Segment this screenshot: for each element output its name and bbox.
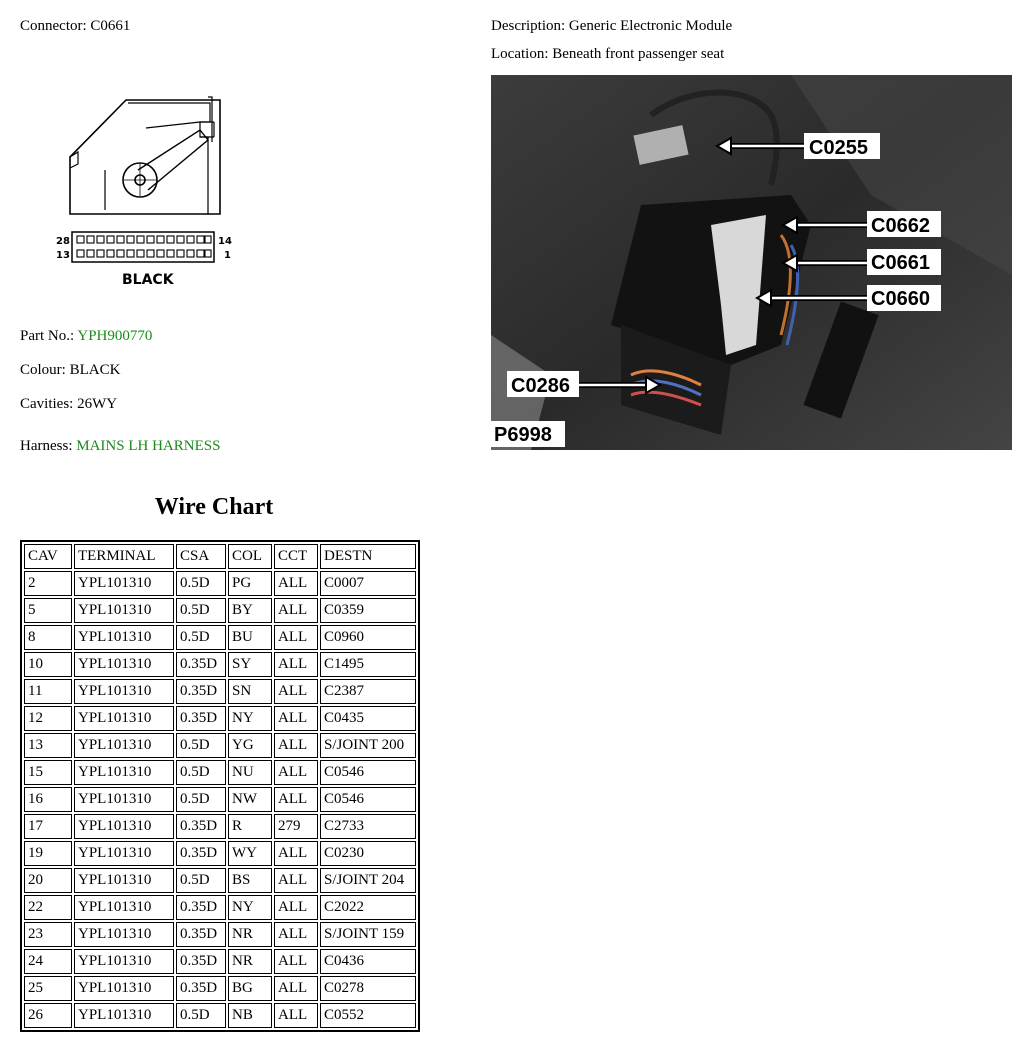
cell-col: YG [228, 733, 272, 758]
cell-csa: 0.5D [176, 868, 226, 893]
cell-csa: 0.5D [176, 625, 226, 650]
cell-destn: C2387 [320, 679, 416, 704]
harness-link[interactable]: MAINS LH HARNESS [76, 438, 221, 454]
cell-cct: ALL [274, 706, 318, 731]
cell-terminal: YPL101310 [74, 949, 174, 974]
cell-csa: 0.5D [176, 787, 226, 812]
cell-terminal: YPL101310 [74, 814, 174, 839]
cell-cav: 19 [24, 841, 72, 866]
cell-csa: 0.5D [176, 760, 226, 785]
cell-csa: 0.5D [176, 571, 226, 596]
cell-csa: 0.35D [176, 652, 226, 677]
cell-col: NY [228, 895, 272, 920]
cell-cav: 12 [24, 706, 72, 731]
cell-cct: ALL [274, 841, 318, 866]
cell-col: BU [228, 625, 272, 650]
cell-cct: ALL [274, 949, 318, 974]
cell-terminal: YPL101310 [74, 841, 174, 866]
cell-terminal: YPL101310 [74, 922, 174, 947]
colour-label: Colour: BLACK [20, 362, 121, 378]
table-header-row [24, 544, 416, 569]
cell-cav: 23 [24, 922, 72, 947]
cell-destn: C2733 [320, 814, 416, 839]
cell-cct: ALL [274, 760, 318, 785]
cell-cav: 16 [24, 787, 72, 812]
cell-terminal: YPL101310 [74, 976, 174, 1001]
photo-reference: P6998 [494, 424, 552, 446]
photo-label-c0661: C0661 [871, 252, 930, 274]
cell-cav: 8 [24, 625, 72, 650]
header-col: COL [228, 544, 272, 569]
cell-col: NR [228, 922, 272, 947]
diagram-colour-label: BLACK [122, 272, 174, 288]
cell-cav: 11 [24, 679, 72, 704]
table-row [24, 949, 416, 974]
cell-cct: ALL [274, 868, 318, 893]
table-row [24, 652, 416, 677]
table-row [24, 787, 416, 812]
table-row [24, 625, 416, 650]
photo-label-c0255: C0255 [809, 137, 868, 159]
cell-destn: S/JOINT 200 [320, 733, 416, 758]
cell-terminal: YPL101310 [74, 679, 174, 704]
cell-cct: 279 [274, 814, 318, 839]
cell-terminal: YPL101310 [74, 868, 174, 893]
cell-col: SY [228, 652, 272, 677]
cell-destn: C0359 [320, 598, 416, 623]
cell-col: NU [228, 760, 272, 785]
cell-terminal: YPL101310 [74, 1003, 174, 1028]
cell-destn: C0230 [320, 841, 416, 866]
cavities-label: Cavities: 26WY [20, 396, 118, 412]
cell-terminal: YPL101310 [74, 652, 174, 677]
cell-col: NB [228, 1003, 272, 1028]
table-row [24, 922, 416, 947]
pin-label-14: 14 [218, 236, 232, 247]
pin-label-28: 28 [56, 236, 70, 247]
cell-cav: 15 [24, 760, 72, 785]
cell-terminal: YPL101310 [74, 571, 174, 596]
table-row [24, 868, 416, 893]
table-row [24, 976, 416, 1001]
cell-cct: ALL [274, 976, 318, 1001]
pin-label-1: 1 [224, 250, 231, 261]
cell-col: SN [228, 679, 272, 704]
cell-csa: 0.35D [176, 679, 226, 704]
header-destn: DESTN [320, 544, 416, 569]
description-label: Description: Generic Electronic Module [491, 18, 733, 34]
cell-cav: 20 [24, 868, 72, 893]
cell-cct: ALL [274, 625, 318, 650]
cell-csa: 0.35D [176, 706, 226, 731]
cell-cav: 17 [24, 814, 72, 839]
cell-csa: 0.35D [176, 976, 226, 1001]
cell-cct: ALL [274, 1003, 318, 1028]
cell-cav: 5 [24, 598, 72, 623]
cell-destn: C0435 [320, 706, 416, 731]
cell-col: BG [228, 976, 272, 1001]
part-number-link[interactable]: YPH900770 [77, 328, 153, 344]
cell-cct: ALL [274, 679, 318, 704]
cell-cav: 25 [24, 976, 72, 1001]
cell-cav: 22 [24, 895, 72, 920]
cell-csa: 0.35D [176, 814, 226, 839]
part-number-label: Part No.: [20, 328, 78, 344]
table-row [24, 733, 416, 758]
cell-cct: ALL [274, 922, 318, 947]
harness-label: Harness: [20, 438, 77, 454]
table-row [24, 571, 416, 596]
table-row [24, 841, 416, 866]
cell-csa: 0.35D [176, 895, 226, 920]
location-photo [491, 75, 1012, 450]
cell-terminal: YPL101310 [74, 787, 174, 812]
cell-destn: C0552 [320, 1003, 416, 1028]
cell-col: NW [228, 787, 272, 812]
cell-cct: ALL [274, 787, 318, 812]
cell-cav: 13 [24, 733, 72, 758]
cell-terminal: YPL101310 [74, 625, 174, 650]
cell-destn: C0960 [320, 625, 416, 650]
cell-cav: 26 [24, 1003, 72, 1028]
harness [20, 438, 220, 455]
cell-csa: 0.5D [176, 1003, 226, 1028]
cell-terminal: YPL101310 [74, 733, 174, 758]
table-row [24, 598, 416, 623]
cell-cav: 10 [24, 652, 72, 677]
table-row [24, 706, 416, 731]
cell-csa: 0.35D [176, 841, 226, 866]
photo-label-c0662: C0662 [871, 215, 930, 237]
cell-csa: 0.35D [176, 922, 226, 947]
connector-diagram [50, 92, 250, 292]
table-row [24, 679, 416, 704]
cell-terminal: YPL101310 [74, 706, 174, 731]
cell-cct: ALL [274, 652, 318, 677]
cell-col: R [228, 814, 272, 839]
table-row [24, 895, 416, 920]
cell-destn: C0278 [320, 976, 416, 1001]
location-label: Location: Beneath front passenger seat [491, 46, 725, 62]
cell-destn: C1495 [320, 652, 416, 677]
part-number [20, 328, 152, 345]
wire-chart-table [20, 540, 420, 1032]
cell-csa: 0.35D [176, 949, 226, 974]
cell-destn: C0546 [320, 787, 416, 812]
cell-destn: C0007 [320, 571, 416, 596]
header-cav: CAV [24, 544, 72, 569]
cell-col: NR [228, 949, 272, 974]
cell-cav: 2 [24, 571, 72, 596]
connector-label: Connector: C0661 [20, 18, 131, 34]
cell-col: BS [228, 868, 272, 893]
table-row [24, 814, 416, 839]
cell-terminal: YPL101310 [74, 895, 174, 920]
table-row [24, 1003, 416, 1028]
cell-cav: 24 [24, 949, 72, 974]
cell-col: WY [228, 841, 272, 866]
table-row [24, 760, 416, 785]
photo-label-c0286: C0286 [511, 375, 570, 397]
cell-csa: 0.5D [176, 733, 226, 758]
cell-col: PG [228, 571, 272, 596]
cell-col: NY [228, 706, 272, 731]
cell-cct: ALL [274, 733, 318, 758]
photo-label-c0660: C0660 [871, 288, 930, 310]
wire-chart-title: Wire Chart [154, 494, 274, 520]
header-csa: CSA [176, 544, 226, 569]
cell-terminal: YPL101310 [74, 760, 174, 785]
cell-destn: C0546 [320, 760, 416, 785]
header-terminal: TERMINAL [74, 544, 174, 569]
cell-destn: C0436 [320, 949, 416, 974]
cell-destn: C2022 [320, 895, 416, 920]
cell-destn: S/JOINT 159 [320, 922, 416, 947]
cell-cct: ALL [274, 571, 318, 596]
cell-col: BY [228, 598, 272, 623]
cell-destn: S/JOINT 204 [320, 868, 416, 893]
header-cct: CCT [274, 544, 318, 569]
pin-label-13: 13 [56, 250, 70, 261]
cell-cct: ALL [274, 895, 318, 920]
cell-csa: 0.5D [176, 598, 226, 623]
cell-cct: ALL [274, 598, 318, 623]
cell-terminal: YPL101310 [74, 598, 174, 623]
